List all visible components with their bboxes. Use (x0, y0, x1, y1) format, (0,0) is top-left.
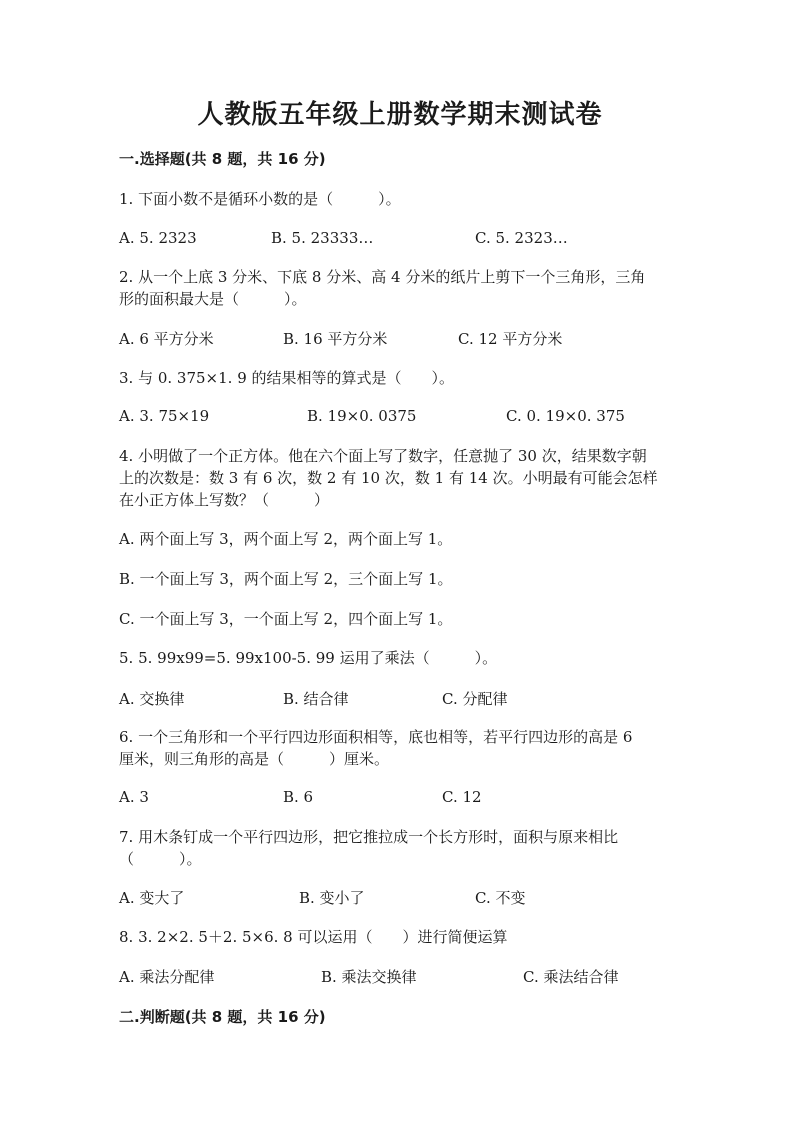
option-b[interactable]: B. 6 (283, 788, 314, 806)
question-line: 上的次数是：数 3 有 6 次，数 2 有 10 次，数 1 有 14 次。小明最有可能会怎样 (119, 469, 658, 487)
option-c[interactable]: C. 5. 2323… (475, 229, 568, 247)
options-row (119, 788, 679, 810)
question-line: 3. 与 0. 375×1. 9 的结果相等的算式是（ ）。 (119, 369, 455, 387)
question-line: 6. 一个三角形和一个平行四边形面积相等，底也相等，若平行四边形的高是 6 (119, 728, 633, 746)
option-a[interactable]: A. 5. 2323 (119, 229, 197, 247)
question-line: 1. 下面小数不是循环小数的是（ ）。 (119, 190, 401, 208)
question-line: 5. 5. 99x99=5. 99x100-5. 99 运用了乘法（ ）。 (119, 649, 498, 667)
options-row (119, 966, 679, 988)
options-row (119, 229, 679, 251)
question-line: 形的面积最大是（ ）。 (119, 290, 307, 308)
option-b[interactable]: B. 16 平方分米 (283, 330, 388, 348)
question-4 (119, 445, 679, 511)
question-line: 7. 用木条钉成一个平行四边形，把它推拉成一个长方形时，面积与原来相比 (119, 828, 619, 846)
options-row (119, 688, 679, 710)
question-6 (119, 726, 679, 770)
page-title: 人教版五年级上册数学期末测试卷 (197, 100, 603, 130)
question-3 (119, 367, 679, 389)
option-b[interactable]: B. 一个面上写 3，两个面上写 2，三个面上写 1。 (119, 570, 453, 588)
question-line: 8. 3. 2×2. 5＋2. 5×6. 8 可以运用（ ）进行简便运算 (119, 928, 508, 946)
question-8 (119, 926, 679, 948)
option-b[interactable]: B. 结合律 (283, 690, 349, 708)
option-a[interactable]: A. 6 平方分米 (119, 330, 214, 348)
option-c[interactable]: C. 一个面上写 3，一个面上写 2，四个面上写 1。 (119, 610, 453, 628)
option-a[interactable]: A. 变大了 (119, 889, 185, 907)
question-line: 在小正方体上写数？（ ） (119, 491, 330, 509)
question-line: 厘米，则三角形的高是（ ）厘米。 (119, 750, 390, 768)
option-b[interactable]: B. 19×0. 0375 (307, 407, 417, 425)
option-a[interactable]: A. 乘法分配律 (119, 968, 215, 986)
option-a[interactable]: A. 交换律 (119, 690, 185, 708)
question-line: 4. 小明做了一个正方体。他在六个面上写了数字，任意抛了 30 次，结果数字朝 (119, 447, 647, 465)
section-heading-judgment: 二.判断题(共 8 题，共 16 分) (119, 1008, 326, 1026)
question-5 (119, 647, 679, 669)
option-a[interactable]: A. 3 (119, 788, 149, 806)
section-heading-choice: 一.选择题(共 8 题，共 16 分) (119, 150, 326, 168)
question-line: 2. 从一个上底 3 分米、下底 8 分米、高 4 分米的纸片上剪下一个三角形，三角 (119, 268, 646, 286)
question-2 (119, 266, 679, 310)
option-b[interactable]: B. 变小了 (299, 889, 365, 907)
option-c[interactable]: C. 12 (442, 788, 482, 806)
option-b[interactable]: B. 乘法交换律 (321, 968, 417, 986)
option-c[interactable]: C. 乘法结合律 (523, 968, 619, 986)
option-c[interactable]: C. 分配律 (442, 690, 508, 708)
option-c[interactable]: C. 12 平方分米 (458, 330, 563, 348)
option-c[interactable]: C. 0. 19×0. 375 (506, 407, 625, 425)
options-row (119, 328, 679, 350)
option-a[interactable]: A. 3. 75×19 (119, 407, 210, 425)
option-b[interactable]: B. 5. 23333… (271, 229, 374, 247)
question-line: （ ）。 (119, 850, 202, 868)
question-1 (119, 188, 679, 210)
question-7 (119, 826, 679, 870)
options-row (119, 887, 679, 909)
option-c[interactable]: C. 不变 (475, 889, 526, 907)
options-row (119, 407, 679, 429)
option-a[interactable]: A. 两个面上写 3，两个面上写 2，两个面上写 1。 (119, 530, 453, 548)
